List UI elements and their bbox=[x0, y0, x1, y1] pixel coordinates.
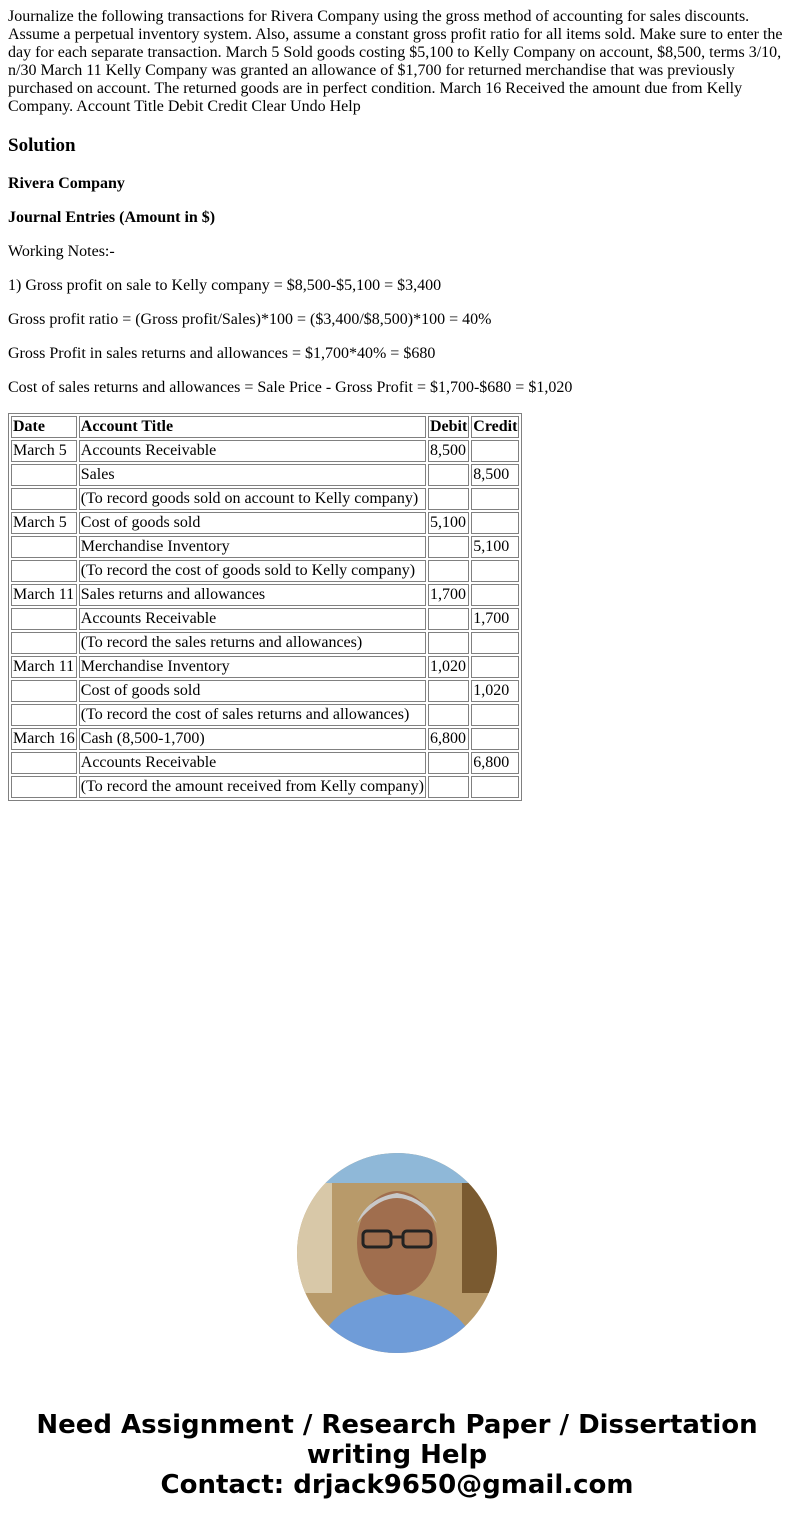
table-row bbox=[11, 656, 519, 678]
cell-credit bbox=[471, 728, 519, 750]
table-row bbox=[11, 776, 519, 798]
cell-date bbox=[11, 464, 77, 486]
table-row bbox=[11, 440, 519, 462]
cell-credit bbox=[471, 560, 519, 582]
header-date: Date bbox=[11, 416, 77, 438]
cell-debit bbox=[428, 632, 469, 654]
cell-account-title: Accounts Receivable bbox=[79, 608, 426, 630]
cell-debit bbox=[428, 752, 469, 774]
cell-debit bbox=[428, 536, 469, 558]
cell-credit bbox=[471, 488, 519, 510]
cell-debit bbox=[428, 464, 469, 486]
cell-account-title: Cost of goods sold bbox=[79, 680, 426, 702]
cell-debit: 1,700 bbox=[428, 584, 469, 606]
note-returns-gross-profit: Gross Profit in sales returns and allowances = $1,700*40% = $680 bbox=[8, 345, 436, 362]
solution-heading: Solution bbox=[8, 135, 76, 156]
cell-credit: 5,100 bbox=[471, 536, 519, 558]
cell-credit: 1,700 bbox=[471, 608, 519, 630]
cell-account-title: (To record goods sold on account to Kelly company) bbox=[79, 488, 426, 510]
working-notes-label: Working Notes:- bbox=[8, 243, 115, 260]
cell-credit: 6,800 bbox=[471, 752, 519, 774]
cell-credit bbox=[471, 656, 519, 678]
note-gross-profit: 1) Gross profit on sale to Kelly company = $8,500-$5,100 = $3,400 bbox=[8, 277, 442, 294]
promo-banner bbox=[8, 1410, 786, 1500]
cell-debit: 1,020 bbox=[428, 656, 469, 678]
cell-credit bbox=[471, 632, 519, 654]
question-text: Journalize the following transactions for Rivera Company using the gross method of accounting for sales discounts. Assume a perpetual inventory system. Also, assume a constant gross profit ratio for all items sold. Make sure to enter the day for each separate transaction. March 5 Sold goods costing $5,100 to Kelly Company on account, $8,500, terms 3/10, n/30 March 11 Kelly Company was granted an allowance of $1,700 for returned merchandise that was previously purchased on account. The returned goods are in perfect condition. March 16 Received the amount due from Kelly Company. Account Title Debit Credit Clear Undo Help bbox=[8, 8, 783, 115]
cell-date: March 11 bbox=[11, 656, 77, 678]
cell-date bbox=[11, 560, 77, 582]
cell-account-title: (To record the sales returns and allowances) bbox=[79, 632, 426, 654]
cell-account-title: Accounts Receivable bbox=[79, 752, 426, 774]
cell-date bbox=[11, 752, 77, 774]
cell-date bbox=[11, 632, 77, 654]
table-row bbox=[11, 632, 519, 654]
cell-date: March 5 bbox=[11, 512, 77, 534]
header-debit: Debit bbox=[428, 416, 469, 438]
promo-line-1: Need Assignment / Research Paper / Dissertation writing Help bbox=[36, 1410, 758, 1470]
cell-credit bbox=[471, 704, 519, 726]
table-row bbox=[11, 560, 519, 582]
note-gross-profit-ratio: Gross profit ratio = (Gross profit/Sales)*100 = ($3,400/$8,500)*100 = 40% bbox=[8, 311, 492, 328]
table-row bbox=[11, 464, 519, 486]
cell-account-title: (To record the cost of goods sold to Kelly company) bbox=[79, 560, 426, 582]
cell-date bbox=[11, 776, 77, 798]
cell-debit: 5,100 bbox=[428, 512, 469, 534]
company-name: Rivera Company bbox=[8, 175, 125, 192]
cell-debit: 6,800 bbox=[428, 728, 469, 750]
cell-date bbox=[11, 704, 77, 726]
cell-date: March 11 bbox=[11, 584, 77, 606]
cell-date bbox=[11, 536, 77, 558]
cell-credit bbox=[471, 512, 519, 534]
cell-debit bbox=[428, 704, 469, 726]
cell-date bbox=[11, 488, 77, 510]
cell-date bbox=[11, 680, 77, 702]
cell-account-title: (To record the amount received from Kelly company) bbox=[79, 776, 426, 798]
cell-account-title: Cash (8,500-1,700) bbox=[79, 728, 426, 750]
cell-debit bbox=[428, 776, 469, 798]
cell-debit: 8,500 bbox=[428, 440, 469, 462]
cell-account-title: Sales returns and allowances bbox=[79, 584, 426, 606]
table-header-row bbox=[11, 416, 519, 438]
cell-debit bbox=[428, 488, 469, 510]
table-row bbox=[11, 680, 519, 702]
cell-credit: 8,500 bbox=[471, 464, 519, 486]
table-row bbox=[11, 488, 519, 510]
table-row bbox=[11, 608, 519, 630]
table-row bbox=[11, 704, 519, 726]
note-returns-cost: Cost of sales returns and allowances = Sale Price - Gross Profit = $1,700-$680 = $1,020 bbox=[8, 379, 573, 396]
journal-subtitle: Journal Entries (Amount in $) bbox=[8, 209, 216, 226]
table-row bbox=[11, 752, 519, 774]
header-credit: Credit bbox=[471, 416, 519, 438]
cell-date: March 16 bbox=[11, 728, 77, 750]
cell-account-title: Accounts Receivable bbox=[79, 440, 426, 462]
cell-date bbox=[11, 608, 77, 630]
cell-credit bbox=[471, 584, 519, 606]
author-photo bbox=[297, 1153, 497, 1353]
table-row bbox=[11, 536, 519, 558]
cell-credit bbox=[471, 440, 519, 462]
promo-contact: Contact: drjack9650@gmail.com bbox=[160, 1470, 634, 1500]
cell-debit bbox=[428, 608, 469, 630]
cell-account-title: Sales bbox=[79, 464, 426, 486]
cell-date: March 5 bbox=[11, 440, 77, 462]
cell-credit: 1,020 bbox=[471, 680, 519, 702]
table-row bbox=[11, 728, 519, 750]
cell-account-title: Merchandise Inventory bbox=[79, 536, 426, 558]
table-row bbox=[11, 584, 519, 606]
cell-credit bbox=[471, 776, 519, 798]
cell-account-title: Cost of goods sold bbox=[79, 512, 426, 534]
journal-table bbox=[8, 413, 522, 801]
cell-debit bbox=[428, 680, 469, 702]
header-account-title: Account Title bbox=[79, 416, 426, 438]
cell-account-title: (To record the cost of sales returns and allowances) bbox=[79, 704, 426, 726]
cell-debit bbox=[428, 560, 469, 582]
table-row bbox=[11, 512, 519, 534]
cell-account-title: Merchandise Inventory bbox=[79, 656, 426, 678]
